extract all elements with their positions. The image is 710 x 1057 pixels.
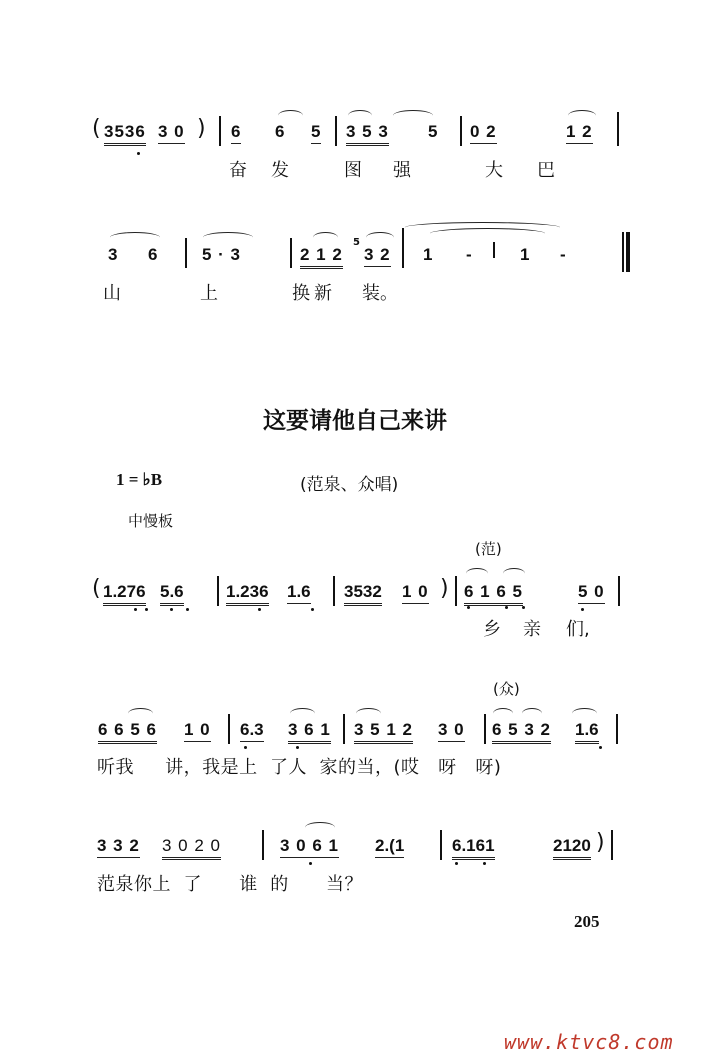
tie: [430, 228, 545, 239]
slur: [393, 110, 433, 121]
final-barline-thin: [622, 232, 624, 272]
slur: [128, 708, 153, 719]
close-paren: ): [197, 116, 206, 141]
low-octave-dot: [137, 152, 140, 155]
note-group: 3 0 6 1: [280, 836, 339, 858]
note: 6: [231, 122, 241, 144]
page-number: 205: [574, 912, 600, 931]
note-group: 1 0: [402, 582, 429, 604]
barline: [616, 714, 618, 744]
low-octave-dot: [244, 746, 247, 749]
low-octave-dot: [258, 608, 261, 611]
lyric: 巴: [537, 160, 555, 181]
note-group: 1.6: [575, 720, 599, 744]
low-octave-dot: [296, 746, 299, 749]
slur: [313, 232, 338, 243]
watermark: www.ktvc8.com: [504, 1030, 674, 1054]
singers: (范泉、众唱): [300, 475, 399, 495]
lyric: 们,: [566, 619, 590, 640]
slur: [348, 110, 372, 121]
lyric: 乡: [483, 619, 501, 640]
note-group: 3532: [344, 582, 382, 606]
barline: [402, 228, 404, 268]
note: 3: [108, 245, 119, 264]
final-barline-thick: [626, 232, 630, 272]
singer-cue: (范): [475, 540, 502, 558]
barline: [617, 112, 619, 146]
open-paren: (: [92, 116, 101, 141]
note-group: 3 0 2 0: [162, 836, 221, 860]
note-group: 1 0: [184, 720, 211, 742]
barline: [262, 830, 264, 860]
low-octave-dot: [311, 608, 314, 611]
lyrics-line: 听我 讲，我是上 了人 家的当，(哎 呀 呀): [97, 757, 502, 778]
note-group: 5 · 3: [202, 245, 242, 264]
note: 6: [275, 122, 286, 141]
note-group: 2120: [553, 836, 591, 860]
barline: [618, 576, 620, 606]
low-octave-dot: [186, 608, 189, 611]
low-octave-dot: [599, 746, 602, 749]
note-group: 3 2: [364, 245, 391, 267]
lyric: 图: [344, 160, 362, 181]
tempo-marking: 中慢板: [128, 512, 174, 530]
lyric: 发: [271, 160, 289, 181]
barline: [343, 714, 345, 744]
note-group: 3 5 1 2: [354, 720, 413, 744]
barline: [460, 116, 462, 146]
note-group: 0 2: [470, 122, 497, 144]
barline: [440, 830, 442, 860]
slur: [278, 110, 303, 121]
slur: [356, 708, 381, 719]
lyric: 装。: [362, 283, 398, 304]
low-octave-dot: [467, 606, 470, 609]
low-octave-dot: [505, 606, 508, 609]
barline: [217, 576, 219, 606]
dash: -: [466, 245, 473, 264]
lyric: 上: [200, 283, 218, 304]
note-group: 3 6 1: [288, 720, 331, 744]
low-octave-dot: [170, 608, 173, 611]
low-octave-dot: [581, 608, 584, 611]
singer-cue: (众): [493, 680, 520, 698]
note-group: 1.6: [287, 582, 311, 604]
low-octave-dot: [309, 862, 312, 865]
barline: [185, 238, 187, 268]
low-octave-dot: [483, 862, 486, 865]
slur: [366, 232, 394, 243]
note-group: 6 5 3 2: [492, 720, 551, 744]
low-octave-dot: [145, 608, 148, 611]
barline: [219, 116, 221, 146]
song-title: 这要请他自己来讲: [263, 408, 447, 434]
lyric: 山: [103, 283, 121, 304]
barline: [455, 576, 457, 606]
note-group: 3536: [104, 122, 146, 146]
note-group: 6 6 5 6: [98, 720, 157, 744]
slur: [466, 568, 488, 579]
lyric: 亲: [523, 619, 541, 640]
grace-note: 5: [353, 237, 360, 248]
dash: -: [560, 245, 567, 264]
barline: [611, 830, 613, 860]
barline: [493, 242, 495, 258]
low-octave-dot: [522, 606, 525, 609]
slur: [503, 568, 525, 579]
note-group: 1 2: [566, 122, 593, 144]
note-group: 3 0: [158, 122, 185, 144]
slur: [568, 110, 596, 121]
barline: [335, 116, 337, 146]
close-paren: ): [440, 576, 449, 601]
note-group: 6 1 6 5: [464, 582, 523, 606]
note: 5: [428, 122, 439, 141]
low-octave-dot: [455, 862, 458, 865]
barline: [333, 576, 335, 606]
note: 5: [311, 122, 321, 144]
slur: [203, 232, 253, 243]
slur: [110, 232, 160, 243]
slur: [522, 708, 542, 719]
note-group: 6.3: [240, 720, 264, 742]
note-group: 1.236: [226, 582, 269, 606]
key-signature: 1 = ♭B: [116, 470, 163, 489]
lyric: 强: [393, 160, 411, 181]
lyric: 大: [485, 160, 503, 181]
note-group: 6.161: [452, 836, 495, 860]
low-octave-dot: [134, 608, 137, 611]
note-group: 3 5 3: [346, 122, 389, 146]
note-group: 3 0: [438, 720, 465, 742]
lyric: 奋: [229, 160, 247, 181]
barline: [228, 714, 230, 744]
slur: [305, 822, 335, 833]
note: 6: [148, 245, 159, 264]
close-paren: ): [596, 830, 605, 855]
lyric: 换新: [292, 283, 336, 304]
note-group: 3 3 2: [97, 836, 140, 858]
note: 1: [423, 245, 434, 264]
note-group: 5.6: [160, 582, 184, 606]
slur: [290, 708, 315, 719]
note: 1: [520, 245, 531, 264]
note-group: 5 0: [578, 582, 605, 604]
note-group: 1.276: [103, 582, 146, 606]
note-group: 2.(1: [375, 836, 404, 858]
barline: [290, 238, 292, 268]
barline: [484, 714, 486, 744]
slur: [493, 708, 513, 719]
note-group: 2 1 2: [300, 245, 343, 269]
open-paren: (: [92, 576, 101, 601]
slur: [572, 708, 597, 719]
lyrics-line: 范泉你上 了 谁 的 当？: [97, 874, 364, 895]
